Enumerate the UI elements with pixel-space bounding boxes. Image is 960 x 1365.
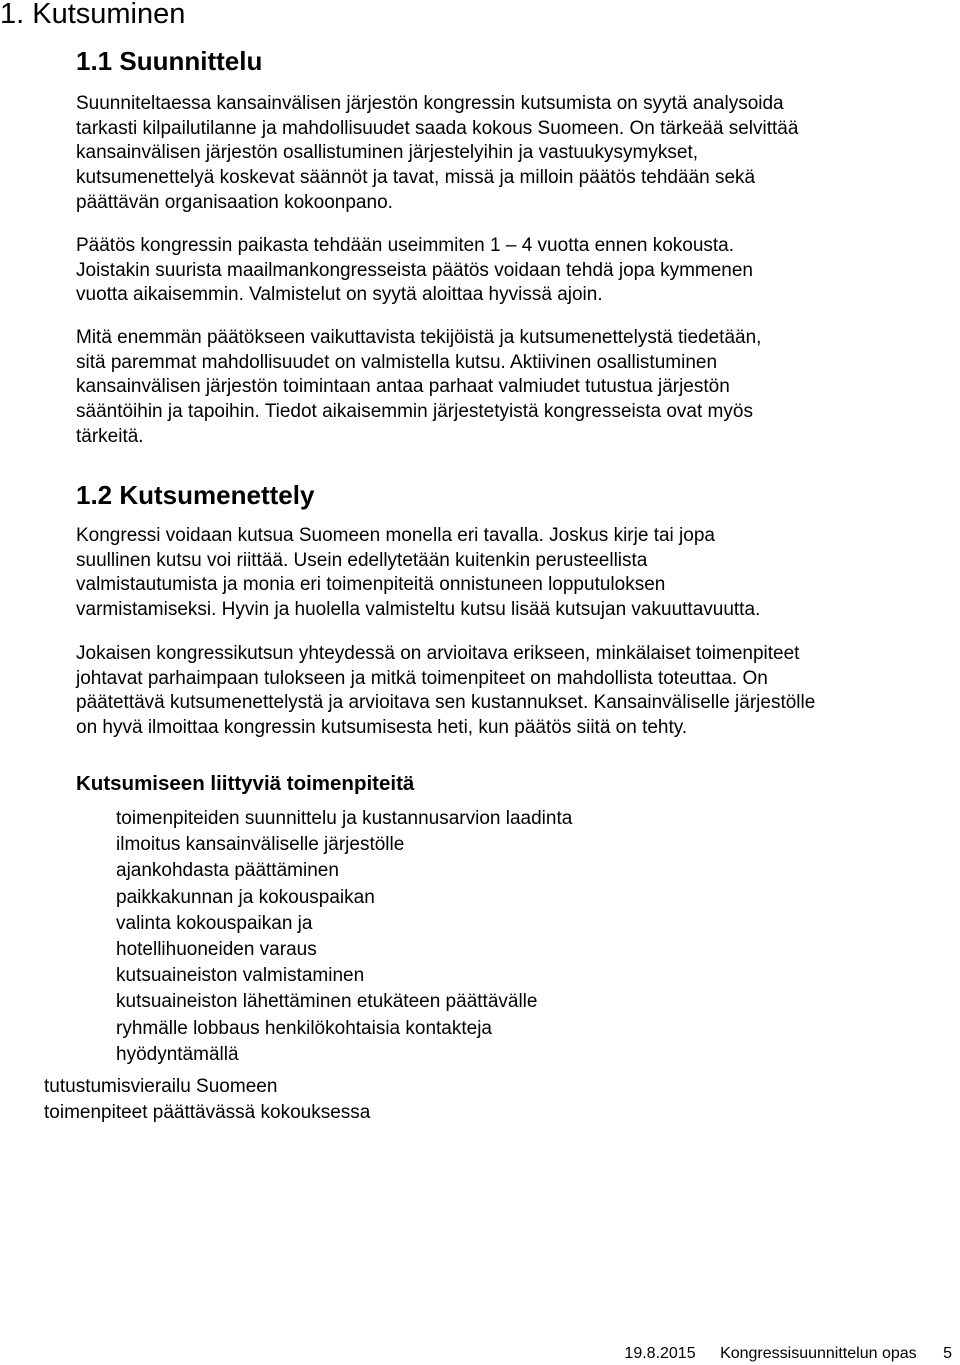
- text-line: kutsumenettelyä koskevat säännöt ja tavat, missä ja milloin päätös tehdään sekä: [76, 167, 756, 189]
- text-line: Päätös kongressin paikasta tehdään useimmiten 1 – 4 vuotta ennen kokousta.: [76, 235, 735, 256]
- text-line: Mitä enemmän päätökseen vaikuttavista tekijöistä ja kutsumenettelystä tiedetään,: [76, 327, 762, 348]
- list-item: ilmoitus kansainväliselle järjestölle: [116, 834, 405, 856]
- text-line: Kongressi voidaan kutsua Suomeen monella eri tavalla. Joskus kirje tai jopa: [76, 525, 715, 546]
- chapter-heading: 1. Kutsuminen: [0, 0, 186, 30]
- page-number: 5: [943, 1345, 952, 1362]
- list-item: tutustumisvierailu Suomeen: [44, 1076, 278, 1097]
- list-item: hotellihuoneiden varaus: [116, 939, 317, 961]
- paragraph-planning-intro: [76, 92, 956, 216]
- footer-date: 19.8.2015: [624, 1345, 696, 1362]
- text-line: vuotta aikaisemmin. Valmistelut on syytä aloittaa hyvissä ajoin.: [76, 284, 603, 306]
- text-line: tarkasti kilpailutilanne ja mahdollisuudet saada kokous Suomeen. On tärkeää selvittää: [76, 117, 799, 139]
- list-item: paikkakunnan ja kokouspaikan: [116, 886, 375, 908]
- paragraph-knowledge: [76, 326, 956, 450]
- section-heading-suunnittelu: 1.1 Suunnittelu: [76, 46, 263, 76]
- paragraph-evaluation: [76, 642, 956, 741]
- text-line: Suunniteltaessa kansainvälisen järjestön kongressin kutsumista on syytä analysoida: [76, 93, 784, 114]
- section-heading-kutsumenettely: 1.2 Kutsumenettely: [76, 480, 315, 510]
- page-footer: [624, 1344, 952, 1364]
- list-item: hyödyntämällä: [116, 1043, 239, 1065]
- text-line: päätettävä kutsumenettelystä ja arvioitava sen kustannukset. Kansainväliselle järjestölle: [76, 692, 816, 714]
- paragraph-decision-timing: [76, 234, 956, 308]
- text-line: varmistamiseksi. Hyvin ja huolella valmisteltu kutsu lisää kutsujan vakuuttavuutta.: [76, 599, 761, 621]
- list-item: valinta kokouspaikan ja: [116, 912, 313, 934]
- text-line: suullinen kutsu voi riittää. Usein edellytetään kuitenkin perusteellista: [76, 549, 648, 571]
- actions-list: [116, 806, 572, 1068]
- text-line: tärkeitä.: [76, 425, 144, 447]
- actions-heading: Kutsumiseen liittyviä toimenpiteitä: [76, 772, 415, 795]
- text-line: on hyvä ilmoittaa kongressin kutsumisesta heti, kun päätös siitä on tehty.: [76, 717, 688, 739]
- actions-extra-list: [44, 1074, 370, 1126]
- list-item: ajankohdasta päättäminen: [116, 860, 339, 882]
- list-item: kutsuaineiston valmistaminen: [116, 965, 365, 987]
- text-line: sääntöihin ja tapoihin. Tiedot aikaisemmin järjestetyistä kongresseista ovat myös: [76, 401, 753, 423]
- text-line: sitä paremmat mahdollisuudet on valmistella kutsu. Aktiivinen osallistuminen: [76, 351, 718, 373]
- text-line: valmistautumista ja monia eri toimenpiteitä onnistuneen lopputuloksen: [76, 574, 666, 596]
- text-line: päättävän organisaation kokoonpano.: [76, 191, 393, 213]
- text-line: Jokaisen kongressikutsun yhteydessä on arvioitava erikseen, minkälaiset toimenpiteet: [76, 643, 800, 664]
- text-line: Joistakin suurista maailmankongresseista päätös voidaan tehdä jopa kymmenen: [76, 259, 753, 281]
- list-item: kutsuaineiston lähettäminen etukäteen päättävälle: [116, 991, 538, 1013]
- text-line: johtavat parhaimpaan tulokseen ja mitkä toimenpiteet on mahdollista toteuttaa. On: [76, 667, 768, 689]
- paragraph-invitation-methods: [76, 524, 956, 623]
- text-line: kansainvälisen järjestön toimintaan antaa parhaat valmiudet tutustua järjestön: [76, 376, 730, 398]
- text-line: kansainvälisen järjestön osallistuminen järjestelyihin ja vastuukysymykset,: [76, 142, 698, 164]
- list-item: toimenpiteet päättävässä kokouksessa: [44, 1102, 371, 1124]
- list-item: toimenpiteiden suunnittelu ja kustannusarvion laadinta: [116, 808, 573, 829]
- list-item: ryhmälle lobbaus henkilökohtaisia kontakteja: [116, 1017, 493, 1039]
- footer-title: Kongressisuunnittelun opas: [720, 1345, 917, 1362]
